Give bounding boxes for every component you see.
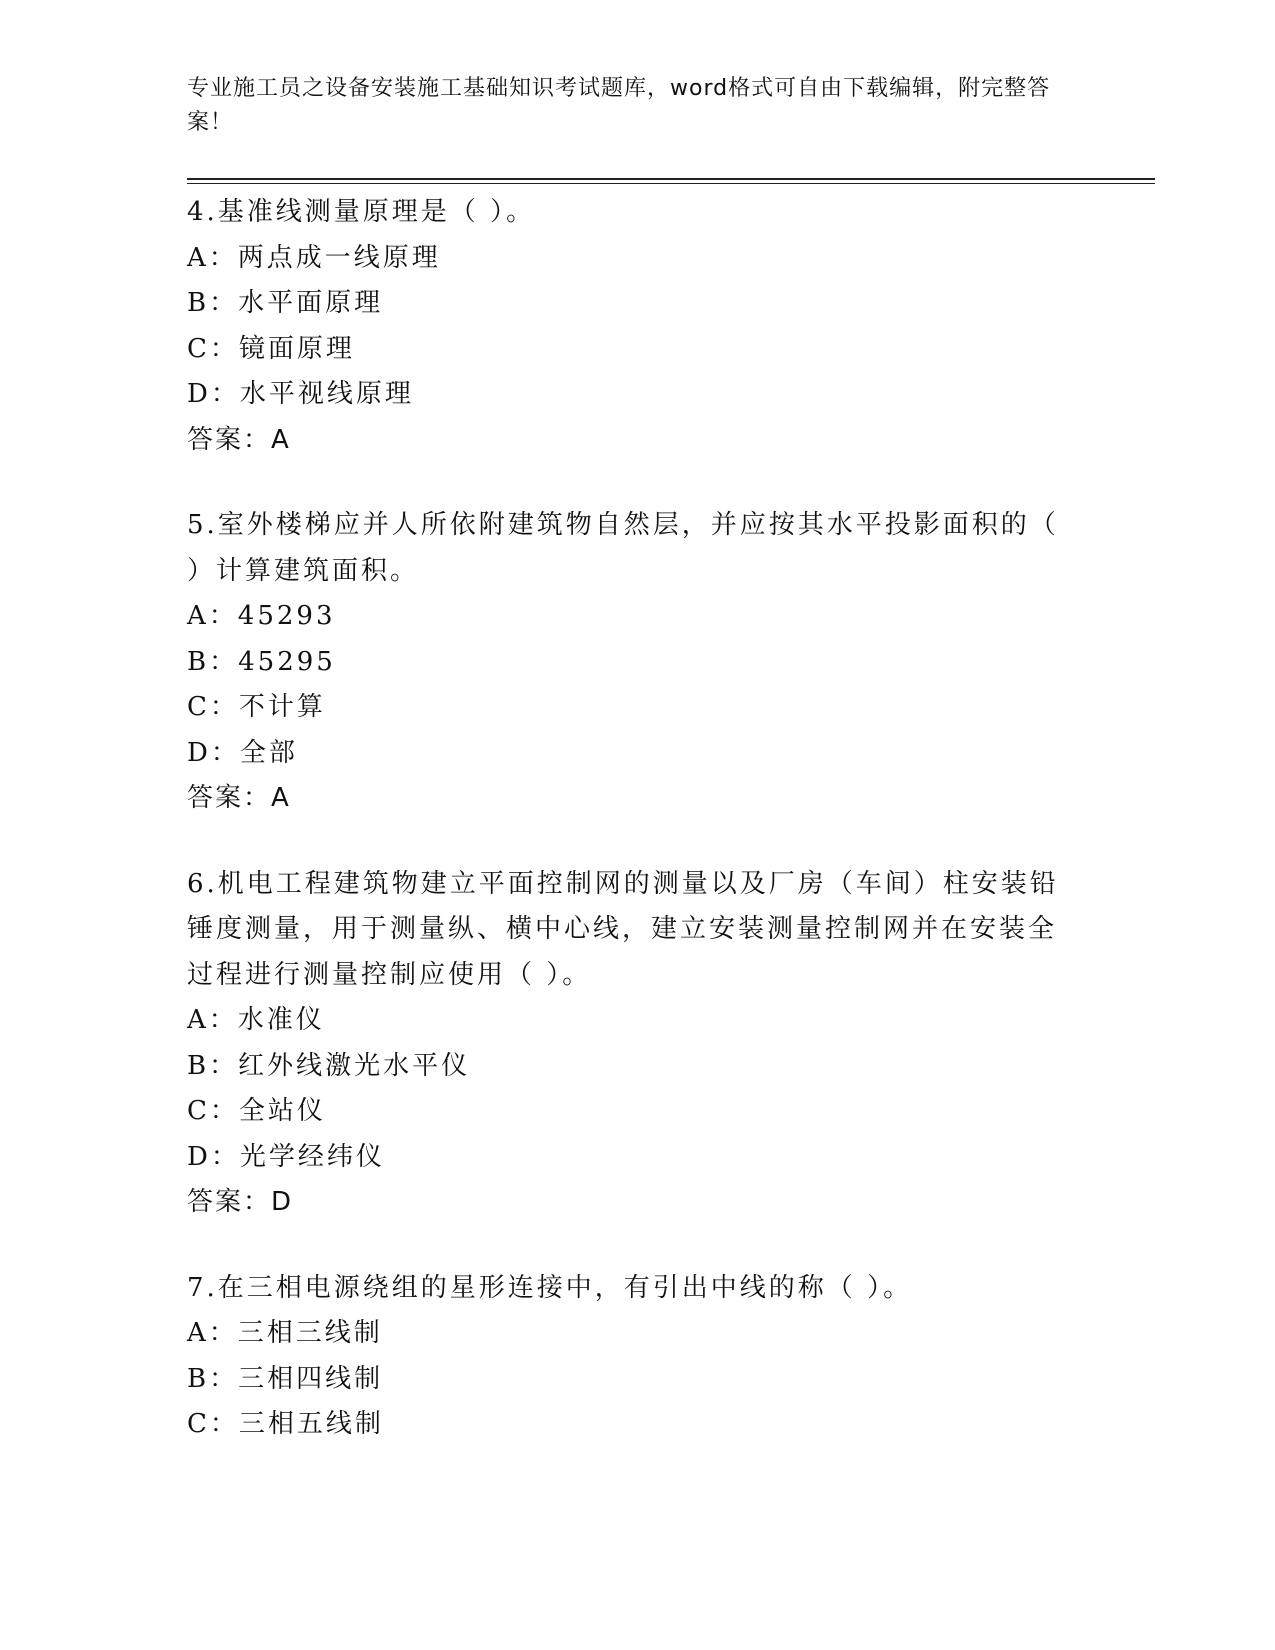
answer-line: 答案：A	[187, 424, 291, 455]
option-b: B：水平面原理	[187, 288, 384, 318]
option-d: D：全部	[187, 737, 298, 768]
header-divider-thin	[187, 183, 1155, 184]
option-d: D：水平视线原理	[187, 379, 414, 409]
question-stem: 5.室外楼梯应并人所依附建筑物自然层，并应按其水平投影面积的（ ）计算建筑面积。	[187, 510, 1059, 586]
option-c: C：三相五线制	[187, 1409, 384, 1439]
option-b: B：红外线激光水平仪	[187, 1050, 471, 1081]
answer-line: 答案：D	[187, 1187, 294, 1217]
question-item	[187, 862, 1067, 1226]
question-stem: 4.基准线测量原理是（ ）。	[187, 197, 536, 227]
option-a: A：两点成一线原理	[187, 242, 441, 273]
option-a: A：45293	[187, 601, 336, 631]
question-list	[187, 190, 1067, 1488]
header-divider-thick	[187, 178, 1155, 180]
question-item	[187, 1266, 1067, 1448]
option-c: C：镜面原理	[187, 333, 355, 364]
option-d: D：光学经纬仪	[187, 1141, 385, 1172]
option-a: A：三相三线制	[187, 1318, 383, 1348]
question-item	[187, 503, 1067, 822]
question-stem: 7.在三相电源绕组的星形连接中，有引出中线的称（ ）。	[187, 1272, 913, 1303]
option-c: C：不计算	[187, 692, 326, 722]
question-item	[187, 190, 1067, 463]
option-b: B：三相四线制	[187, 1363, 384, 1394]
question-stem: 6.机电工程建筑物建立平面控制网的测量以及厂房（车间）柱安装铅锤度测量，用于测量纵、横中心线，建立安装测量控制网并在安装全过程进行测量控制应使用（ ）。	[187, 868, 1059, 990]
document-header: 专业施工员之设备安装施工基础知识考试题库，word格式可自由下载编辑，附完整答案！	[187, 76, 1051, 135]
option-a: A：水准仪	[187, 1005, 325, 1035]
answer-line: 答案：A	[187, 783, 291, 813]
option-b: B：45295	[187, 646, 336, 677]
option-c: C：全站仪	[187, 1096, 326, 1126]
